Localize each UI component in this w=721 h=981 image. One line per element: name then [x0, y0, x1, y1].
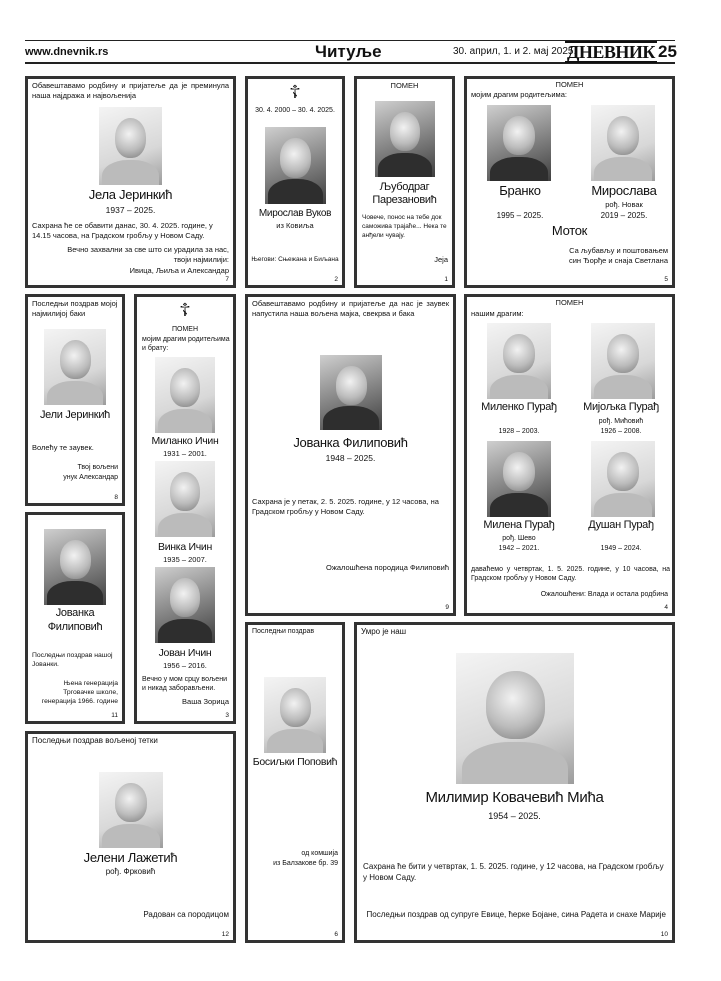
- ad-number: 2: [334, 276, 338, 283]
- years: 1948 – 2025.: [325, 453, 376, 463]
- intro-text: Обавештавамо родбину и пријатеље да нас је заувек напустила наша вољена мајка, свекрва и бака: [252, 299, 449, 318]
- obituary-box-10: [354, 622, 675, 943]
- ad-number: 10: [660, 931, 668, 938]
- person-2-maiden: рођ. Новак: [605, 200, 643, 209]
- person-3-name: Милена Пурађ: [483, 519, 555, 531]
- obituary-box-4: [464, 294, 675, 616]
- person-3-maiden: рођ. Шево: [502, 535, 536, 542]
- signature-line-1: Њена генерација: [63, 680, 118, 687]
- portrait-photo: [265, 127, 326, 204]
- person-3-years: 1956 – 2016.: [163, 661, 207, 670]
- portrait-photo-1: [487, 105, 551, 181]
- portrait-photo: [320, 355, 382, 430]
- person-1-name: Миланко Ичин: [151, 435, 219, 447]
- signature-line-2: из Балзакове бр. 39: [273, 860, 338, 867]
- deceased-name: Јели Јеринкић: [39, 409, 110, 421]
- person-2-years: 1935 – 2007.: [163, 555, 207, 564]
- obituary-box-1: [354, 76, 455, 288]
- person-1-years: 1928 – 2003.: [498, 428, 540, 435]
- funeral-text: Сахрана је у петак, 2. 5. 2025. године, у 12 часова, на Градском гробљу у Новом Саду.: [252, 497, 439, 516]
- signature-line-2: Трговачке школе,: [63, 689, 118, 696]
- page-number: 25: [658, 42, 677, 61]
- portrait-photo-2: [591, 105, 655, 181]
- obituary-box-2: [245, 76, 345, 288]
- signature-line-1: Твој вољени: [77, 464, 118, 471]
- person-1-name: Бранко: [499, 183, 541, 198]
- thanks-line-2: твоји најмилији:: [173, 255, 229, 264]
- portrait-photo-4: [591, 441, 655, 517]
- ad-number: 4: [664, 604, 668, 611]
- page-header: [25, 40, 675, 64]
- ad-number: 11: [111, 712, 118, 719]
- cross-icon: ☦: [289, 82, 301, 102]
- signature: Његови: Сњежана и Биљана: [251, 256, 339, 263]
- ad-number: 12: [221, 931, 229, 938]
- ad-number: 3: [225, 712, 229, 719]
- intro-text: мојим драгим родитељима и брату:: [142, 336, 230, 352]
- signature: Ивица, Љиља и Александар: [129, 266, 229, 275]
- memorial-text: даваћемо у четвртак, 1. 5. 2025. године, у 10 часова, на Градском гробљу у Новом Саду.: [471, 566, 670, 582]
- portrait-photo-2: [155, 461, 215, 537]
- family-surname: Моток: [551, 223, 588, 238]
- portrait-photo-2: [591, 323, 655, 399]
- years: 1954 – 2025.: [488, 811, 541, 821]
- intro-text: Последњи поздрав: [252, 628, 315, 635]
- portrait-photo-3: [487, 441, 551, 517]
- obituary-box-6: [245, 622, 345, 943]
- person-2-name: Мирослава: [591, 183, 657, 198]
- portrait-photo-1: [487, 323, 551, 399]
- ad-number: 5: [664, 276, 668, 283]
- label: ПОМЕН: [555, 298, 584, 307]
- signature-line-2: унук Александар: [63, 474, 118, 481]
- label: ПОМЕН: [390, 81, 419, 90]
- name-line-1: Љубодраг: [379, 181, 430, 193]
- signature: Ожалошћени: Влада и остала родбина: [540, 591, 668, 598]
- portrait-photo: [264, 677, 326, 753]
- person-2-years: 1926 – 2008.: [600, 428, 642, 435]
- person-1-years: 1995 – 2025.: [496, 211, 544, 220]
- obituary-box-3: [134, 294, 236, 724]
- portrait-photo-3: [155, 567, 215, 643]
- issue-date: 30. април, 1. и 2. мај 2025.: [453, 46, 577, 57]
- name-line-1: Јованка: [55, 607, 95, 619]
- years: 1937 – 2025.: [105, 205, 156, 215]
- place: из Ковиља: [276, 221, 314, 230]
- ad-number: 1: [444, 276, 448, 283]
- funeral-text: Сахрана ће се обавити данас, 30. 4. 2025. године, у 14.15 часова, на Градском гробљу у Новом Саду.: [32, 221, 213, 240]
- maiden-name: рођ. Фрковић: [105, 867, 156, 876]
- intro-text: мојим драгим родитељима:: [471, 90, 567, 99]
- memorial-text: Волећу те заувек.: [32, 443, 94, 452]
- deceased-name: Јелени Лажетић: [83, 850, 178, 865]
- portrait-photo: [44, 329, 106, 405]
- person-3-years: 1942 – 2021.: [498, 545, 540, 552]
- obituary-box-5: [464, 76, 675, 288]
- signature: Ваша Зорица: [182, 697, 229, 706]
- person-2-name: Мијољка Пурађ: [583, 401, 659, 413]
- cross-icon: ☦: [179, 300, 191, 320]
- deceased-name: Мирослав Вуков: [258, 208, 332, 219]
- ad-number: 9: [445, 604, 449, 611]
- newspaper-logo: ДНЕВНИК: [567, 42, 655, 62]
- ad-number: 6: [334, 931, 338, 938]
- signature: Радован са породицом: [143, 910, 229, 919]
- signature-line-1: од комшија: [301, 850, 338, 857]
- portrait-photo: [375, 101, 435, 177]
- obituary-box-9: [245, 294, 456, 616]
- label: ПОМЕН: [171, 326, 199, 333]
- label: ПОМЕН: [555, 80, 584, 89]
- signature-line-1: Са љубављу и поштовањем: [569, 246, 668, 255]
- funeral-text: Сахрана ће бити у четвртак, 1. 5. 2025. године, у 12 часова, на Градском гробљу у Новом Саду.: [363, 862, 664, 882]
- obituary-box-8: [25, 294, 125, 506]
- ad-number: 7: [225, 276, 229, 283]
- person-2-years: 2019 – 2025.: [600, 211, 648, 220]
- ad-number: 8: [114, 494, 118, 501]
- portrait-photo-1: [155, 357, 215, 433]
- signature-line-2: син Ђорђе и снаја Светлана: [568, 256, 668, 265]
- deceased-name: Јела Јеринкић: [88, 187, 173, 202]
- obituary-box-12: [25, 731, 236, 943]
- person-1-years: 1931 – 2001.: [163, 449, 207, 458]
- obituary-box-11: [25, 512, 125, 724]
- intro-text: Обавештавамо родбину и пријатеље да је преминула наша најдража и највољенија: [32, 81, 229, 100]
- intro-text: Последњи поздрав мојој најмилијој баки: [32, 299, 118, 318]
- deceased-name: Милимир Ковачевић Мића: [425, 789, 604, 806]
- person-4-years: 1949 – 2024.: [600, 545, 642, 552]
- person-2-maiden: рођ. Мићовић: [598, 418, 644, 425]
- portrait-photo: [44, 529, 106, 605]
- person-3-name: Јован Ичин: [158, 647, 212, 659]
- memorial-text: Вечно у мом срцу вољени и никад заборављени.: [142, 676, 227, 692]
- name-line-2: Филиповић: [47, 621, 103, 633]
- thanks-line-1: Вечно захвални за све што си урадила за нас,: [67, 245, 229, 254]
- intro-text: Умро је наш: [361, 627, 407, 636]
- dates: 30. 4. 2000 – 30. 4. 2025.: [255, 107, 335, 114]
- portrait-photo: [99, 772, 163, 848]
- memorial-text: Човече, понос на тебе док саможива трајаће... Нека те анђели чувају.: [362, 214, 447, 239]
- person-4-name: Душан Пурађ: [588, 519, 654, 531]
- deceased-name: Босиљки Поповић: [252, 756, 338, 768]
- signature: Јеја: [434, 255, 448, 264]
- person-2-name: Винка Ичин: [158, 541, 212, 553]
- signature: Последњи поздрав од супруге Евице, ћерке Бојане, сина Радета и снахе Марије: [366, 910, 666, 919]
- memorial-text: Последњи поздрав нашој Јованки.: [32, 652, 113, 668]
- section-title: Читуље: [315, 42, 382, 61]
- site-url[interactable]: www.dnevnik.rs: [25, 46, 109, 58]
- obituary-box-7: [25, 76, 236, 288]
- signature-line-3: генерација 1966. године: [41, 698, 118, 705]
- person-1-name: Миленко Пурађ: [481, 401, 557, 413]
- name-line-2: Парезановић: [372, 194, 437, 206]
- portrait-photo: [99, 107, 162, 185]
- portrait-photo: [456, 653, 574, 784]
- signature: Ожалошћена породица Филиповић: [326, 563, 449, 572]
- intro-text: нашим драгим:: [471, 309, 524, 318]
- deceased-name: Јованка Филиповић: [293, 435, 408, 450]
- intro-text: Последњи поздрав вољеној тетки: [32, 736, 158, 745]
